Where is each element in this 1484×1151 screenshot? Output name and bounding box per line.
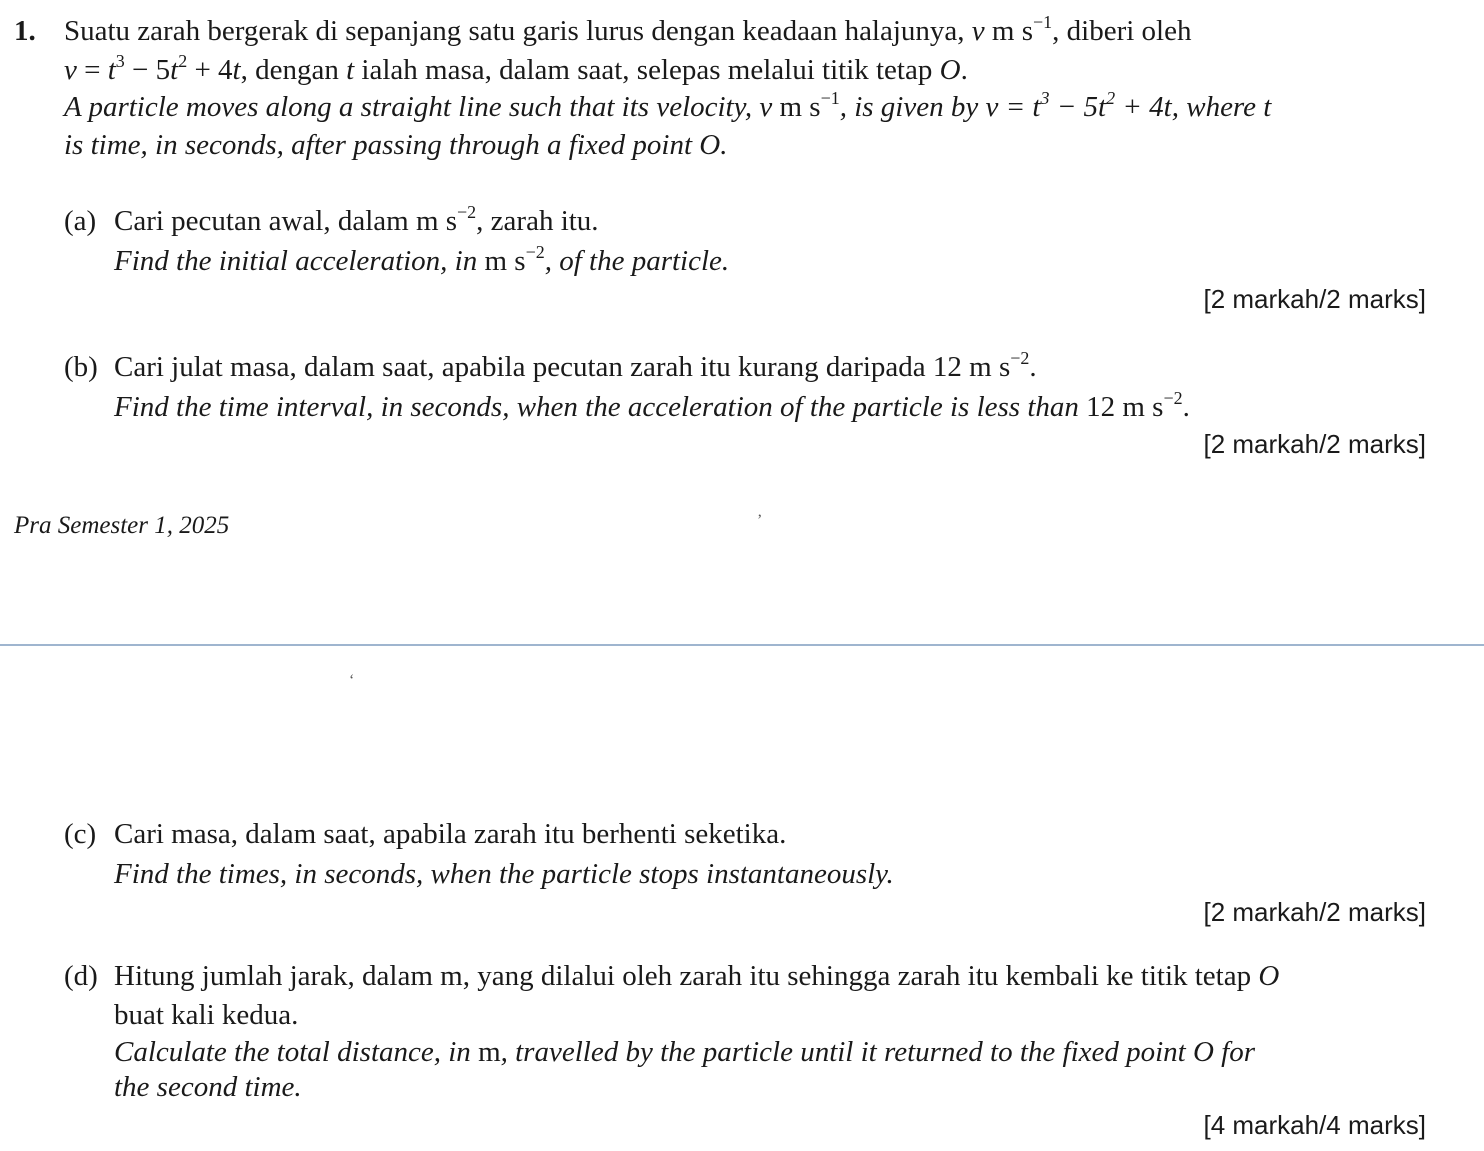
- page-footer: Pra Semester 1, 2025: [14, 512, 230, 539]
- stem-malay-line-2: $v = t^3 - 5t^2 + 4t$, dengan t ialah masa, dalam saat, selepas melalui titik tetap O.: [64, 51, 968, 86]
- part-a-english: Find the initial acceleration, in m $s^{-2}$, of the particle.: [114, 242, 730, 277]
- part-b-malay: Cari julat masa, dalam saat, apabila pecutan zarah itu kurang daripada 12 m $s^{-2}$.: [114, 348, 1037, 383]
- part-b-marks: [2 markah/2 marks]: [1203, 429, 1426, 459]
- part-d-malay-line-2: buat kali kedua.: [114, 999, 299, 1031]
- part-d-english-line-2: the second time.: [114, 1071, 302, 1103]
- part-d-marks: [4 markah/4 marks]: [1203, 1110, 1426, 1140]
- stem-malay-line-1: Suatu zarah bergerak di sepanjang satu garis lurus dengan keadaan halajunya, v m $s^{-1}$, diberi oleh: [64, 12, 1192, 47]
- page-divider: [0, 644, 1484, 646]
- stem-english-line-1: A particle moves along a straight line such that its velocity, v m $s^{-1}$, is given by $v = t^3 - 5t^2 + 4t$, where t: [64, 88, 1272, 123]
- part-c-marks: [2 markah/2 marks]: [1203, 897, 1426, 927]
- part-b-english: Find the time interval, in seconds, when the acceleration of the particle is less than 12 m $s^{-2}$.: [114, 388, 1190, 423]
- part-d-english-line-1: Calculate the total distance, in m, travelled by the particle until it returned to the fixed point O for: [114, 1036, 1256, 1068]
- part-a-label: (a): [64, 205, 97, 237]
- question-number: 1.: [14, 15, 36, 47]
- decorative-mark: ’: [757, 512, 763, 529]
- part-b-label: (b): [64, 351, 98, 383]
- stem-english-line-2: is time, in seconds, after passing through a fixed point O.: [64, 129, 728, 161]
- part-d-label: (d): [64, 960, 98, 992]
- part-c-label: (c): [64, 818, 97, 850]
- part-c-malay: Cari masa, dalam saat, apabila zarah itu berhenti seketika.: [114, 818, 787, 850]
- part-d-malay-line-1: Hitung jumlah jarak, dalam m, yang dilalui oleh zarah itu sehingga zarah itu kembali ke titik tetap O: [114, 960, 1280, 992]
- decorative-mark: ‘: [349, 672, 355, 689]
- part-a-malay: Cari pecutan awal, dalam m $s^{-2}$, zarah itu.: [114, 202, 599, 237]
- part-a-marks: [2 markah/2 marks]: [1203, 284, 1426, 314]
- part-c-english: Find the times, in seconds, when the particle stops instantaneously.: [114, 858, 894, 890]
